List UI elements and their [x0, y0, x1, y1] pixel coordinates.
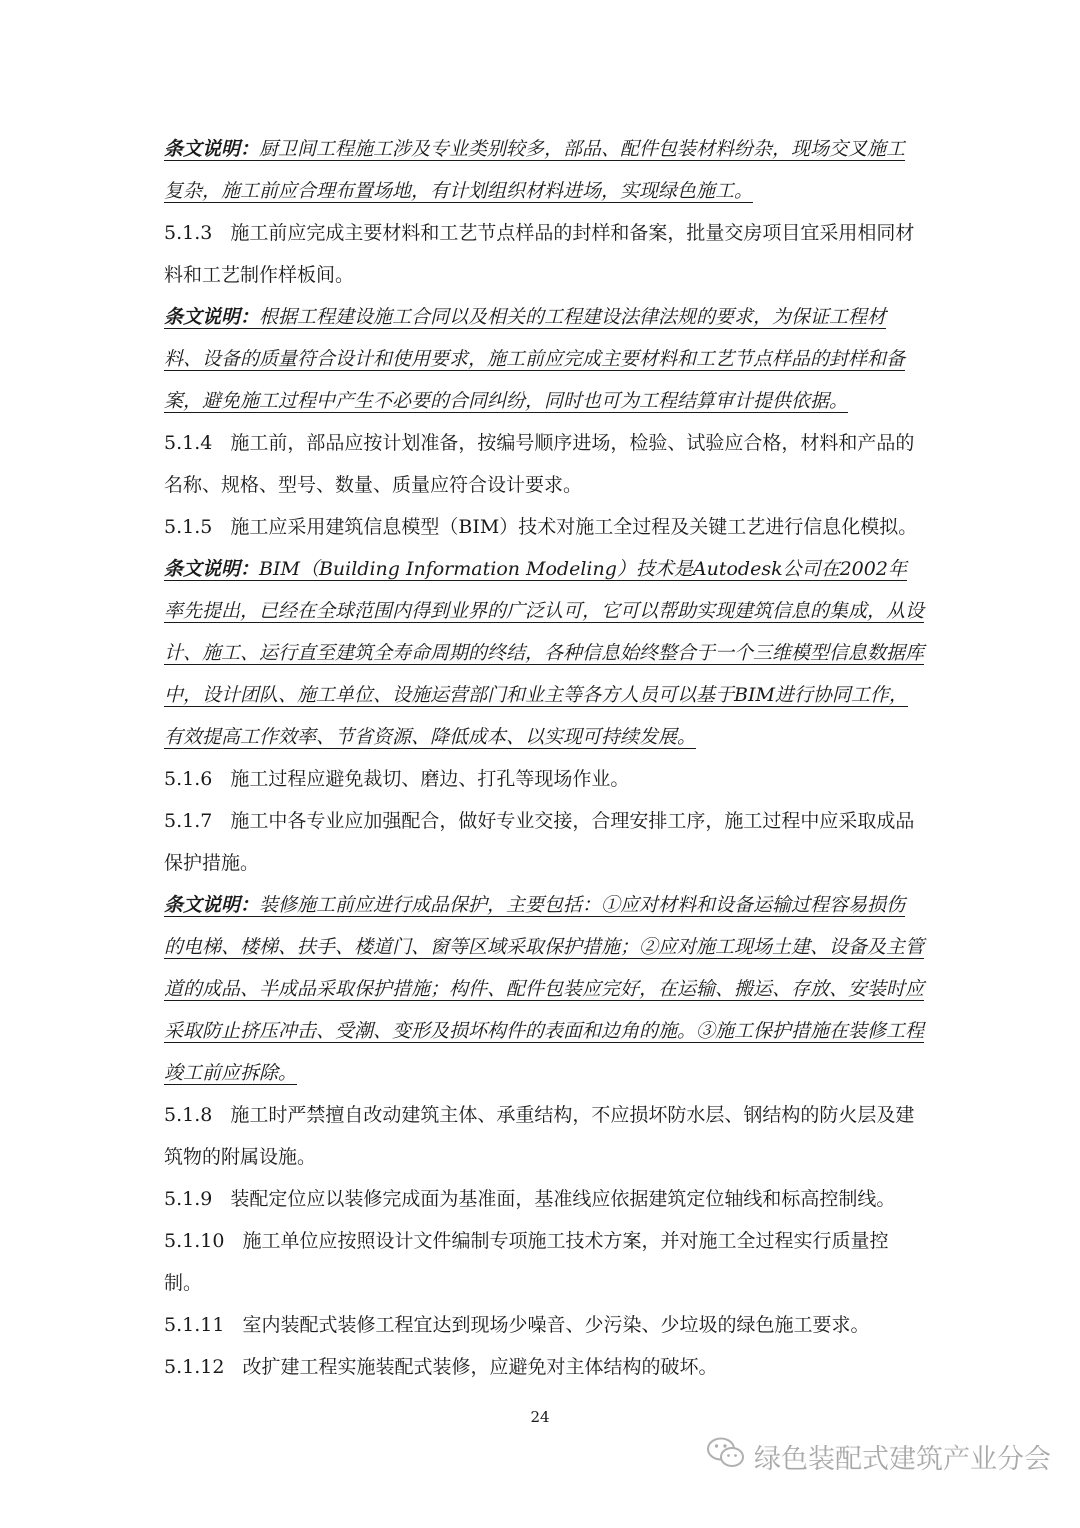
clause-5-1-10: 5.1.10 施工单位应按照设计文件编制专项施工技术方案，并对施工全过程实行质量控制。: [164, 1230, 889, 1294]
clause-5-1-11: 5.1.11 室内装配式装修工程宜达到现场少噪音、少污染、少垃圾的绿色施工要求。: [164, 1314, 870, 1336]
watermark-text: 绿色装配式建筑产业分会: [754, 1443, 1051, 1475]
clause-5-1-5: 5.1.5 施工应采用建筑信息模型（BIM）技术对施工全过程及关键工艺进行信息化模拟。: [164, 516, 918, 538]
clause-note: 条文说明：厨卫间工程施工涉及专业类别较多，部品、配件包装材料纷杂，现场交叉施工复杂，施工前应合理布置场地，有计划组织材料进场，实现绿色施工。: [164, 138, 906, 202]
clause-5-1-7: 5.1.7 施工中各专业应加强配合，做好专业交接，合理安排工序，施工过程中应采取成品保护措施。: [164, 810, 915, 874]
clause-5-1-8: 5.1.8 施工时严禁擅自改动建筑主体、承重结构，不应损坏防水层、钢结构的防火层及建筑物的附属设施。: [164, 1104, 915, 1168]
document-body: [164, 128, 924, 1388]
clause-5-1-3: 5.1.3 施工前应完成主要材料和工艺节点样品的封样和备案，批量交房项目宜采用相同材料和工艺制作样板间。: [164, 222, 915, 286]
clause-note: 条文说明：装修施工前应进行成品保护，主要包括：①应对材料和设备运输过程容易损伤的电梯、楼梯、扶手、楼道门、窗等区域采取保护措施；②应对施工现场土建、设备及主管道的成品、半成品采取保护措施；构件、配件包装应完好，在运输、搬运、存放、安装时应采取防止挤压冲击、受潮、变形及损坏构件的表面和边角的施。③施工保护措施在装修工程竣工前应拆除。: [164, 894, 925, 1084]
watermark: [706, 1436, 1051, 1476]
clause-5-1-9: 5.1.9 装配定位应以装修完成面为基准面，基准线应依据建筑定位轴线和标高控制线。: [164, 1188, 896, 1210]
clause-5-1-12: 5.1.12 改扩建工程实施装配式装修，应避免对主体结构的破坏。: [164, 1356, 718, 1378]
clause-5-1-4: 5.1.4 施工前，部品应按计划准备，按编号顺序进场，检验、试验应合格，材料和产品的名称、规格、型号、数量、质量应符合设计要求。: [164, 432, 915, 496]
wechat-icon: [706, 1436, 754, 1477]
clause-5-1-6: 5.1.6 施工过程应避免裁切、磨边、打孔等现场作业。: [164, 768, 630, 790]
clause-note: 条文说明：BIM（Building Information Modeling）技术是Autodesk公司在2002年率先提出，已经在全球范围内得到业界的广泛认可，它可以帮助实现建筑信息的集成，从设计、施工、运行直至建筑全寿命周期的终结，各种信息始终整合于一个三维模型信息数据库中，设计团队、施工单位、设施运营部门和业主等各方人员可以基于BIM进行协同工作，有效提高工作效率、节省资源、降低成本、以实现可持续发展。: [164, 558, 925, 748]
clause-note: 条文说明：根据工程建设施工合同以及相关的工程建设法律法规的要求，为保证工程材料、设备的质量符合设计和使用要求，施工前应完成主要材料和工艺节点样品的封样和备案，避免施工过程中产生不必要的合同纠纷，同时也可为工程结算审计提供依据。: [164, 306, 906, 412]
page-number: 24: [530, 1408, 550, 1426]
